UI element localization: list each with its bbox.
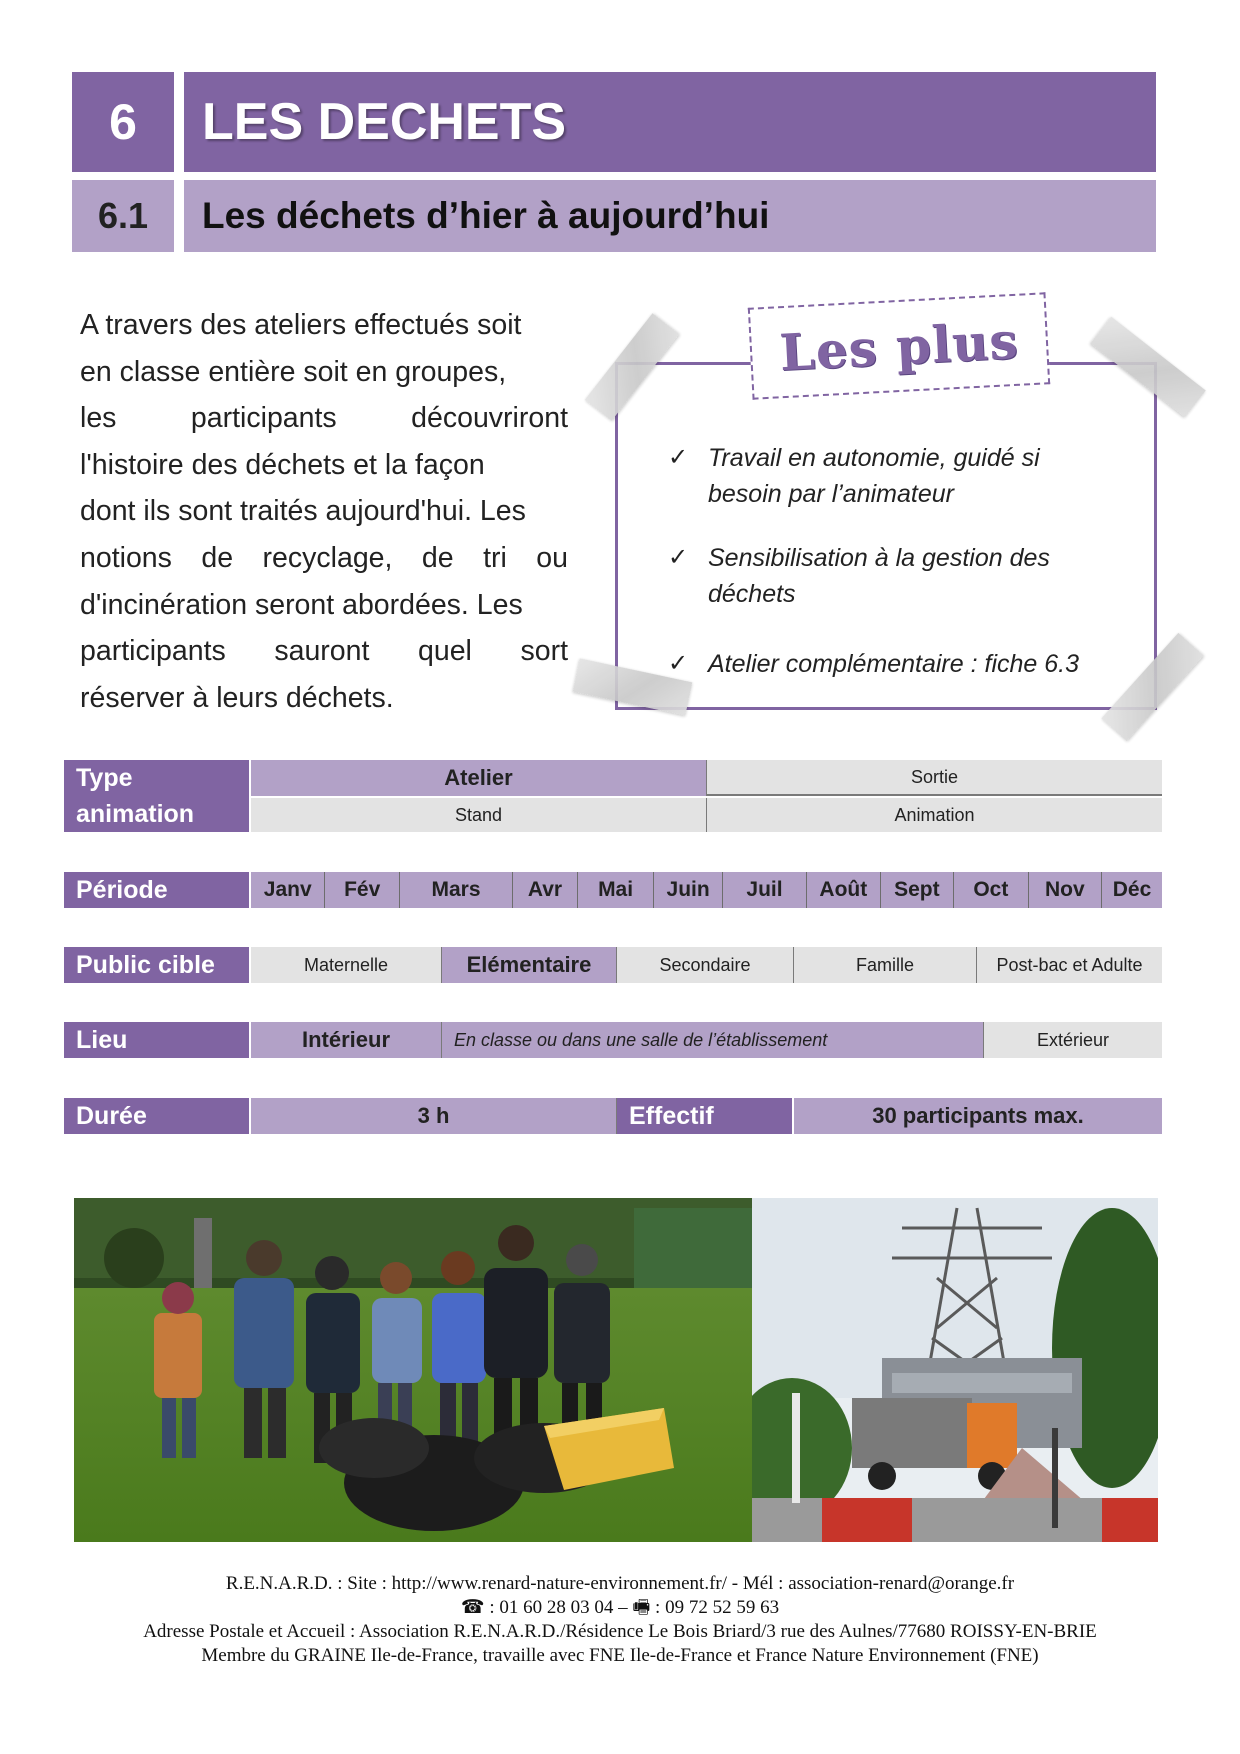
public-option-cell: Secondaire bbox=[617, 947, 794, 983]
periode-label: Période bbox=[64, 872, 251, 908]
month-cell: Janv bbox=[251, 872, 325, 908]
effectif-value: 30 participants max. bbox=[794, 1098, 1162, 1134]
plus-item bbox=[668, 540, 1128, 612]
month-cell: Oct bbox=[954, 872, 1028, 908]
month-cell: Août bbox=[807, 872, 881, 908]
months-row bbox=[251, 872, 1162, 908]
month-cell: Juil bbox=[723, 872, 807, 908]
public-option-cell: Maternelle bbox=[251, 947, 442, 983]
public-option-cell: Post-bac et Adulte bbox=[977, 947, 1162, 983]
plus-item bbox=[668, 440, 1128, 512]
lieu-exterieur-cell: Extérieur bbox=[984, 1022, 1162, 1058]
month-cell: Fév bbox=[325, 872, 399, 908]
type-sortie-cell: Sortie bbox=[707, 760, 1162, 796]
type-animation-cell: Animation bbox=[707, 798, 1162, 832]
month-cell: Mars bbox=[400, 872, 513, 908]
type-label-line: Type bbox=[76, 764, 133, 792]
plus-item-line: Travail en autonomie, guidé si bbox=[708, 444, 1040, 472]
plus-item bbox=[668, 646, 1128, 682]
subsection-title: Les déchets d’hier à aujourd’hui bbox=[184, 180, 1156, 252]
subsection-number: 6.1 bbox=[72, 180, 174, 252]
checkmark-icon: ✓ bbox=[668, 444, 689, 471]
plus-item-line: Atelier complémentaire : fiche 6.3 bbox=[708, 650, 1080, 678]
fax-icon: 🖷 bbox=[632, 1597, 651, 1618]
les-plus-label bbox=[748, 292, 1050, 399]
intro-paragraph bbox=[80, 302, 568, 721]
type-label-line: animation bbox=[76, 800, 195, 828]
effectif-label: Effectif bbox=[617, 1098, 794, 1134]
month-cell: Avr bbox=[513, 872, 578, 908]
type-animation-label bbox=[64, 760, 251, 832]
checkmark-icon: ✓ bbox=[668, 544, 689, 571]
month-cell: Sept bbox=[881, 872, 955, 908]
type-atelier-cell: Atelier bbox=[251, 760, 707, 796]
intro-line: réserver à leurs déchets. bbox=[80, 681, 394, 714]
intro-line: participants sauront quel sort bbox=[80, 635, 568, 668]
month-cell: Mai bbox=[578, 872, 654, 908]
footer-address-line: Adresse Postale et Accueil : Association R.E.N.A.R.D./Résidence Le Bois Briard/3 rue des Aulnes/77680 ROISSY-EN-BRIE bbox=[143, 1621, 1097, 1642]
les-plus-title: Les plus bbox=[778, 310, 1020, 382]
lieu-detail-cell: En classe ou dans une salle de l’établissement bbox=[442, 1022, 984, 1058]
lieu-interieur-cell: Intérieur bbox=[251, 1022, 442, 1058]
footer-phone: : 01 60 28 03 04 – bbox=[484, 1597, 633, 1618]
footer-contact-line: R.E.N.A.R.D. : Site : http://www.renard-nature-environnement.fr/ - Mél : association-renard@orange.fr bbox=[225, 1573, 1015, 1594]
footer-fax: : 09 72 52 59 63 bbox=[650, 1597, 780, 1618]
footer bbox=[40, 1572, 1200, 1668]
intro-line: les participants découvriront bbox=[80, 402, 568, 435]
intro-line: l'histoire des déchets et la façon bbox=[80, 448, 485, 481]
section-number: 6 bbox=[72, 72, 174, 172]
month-cell: Nov bbox=[1029, 872, 1103, 908]
intro-line: notions de recyclage, de tri ou bbox=[80, 541, 568, 574]
les-plus-box bbox=[580, 290, 1200, 740]
footer-membership-line: Membre du GRAINE Ile-de-France, travaille avec FNE Ile-de-France et France Nature Environnement (FNE) bbox=[201, 1645, 1039, 1666]
section-title: LES DECHETS bbox=[184, 72, 1156, 172]
plus-item-line: déchets bbox=[708, 580, 796, 608]
intro-line: d'incinération seront abordées. Les bbox=[80, 588, 523, 621]
children-with-trash-bags-photo bbox=[74, 1198, 752, 1542]
public-option-cell: Famille bbox=[794, 947, 977, 983]
type-stand-cell: Stand bbox=[251, 798, 707, 832]
intro-line: en classe entière soit en groupes, bbox=[80, 355, 507, 388]
public-option-cell: Elémentaire bbox=[442, 947, 617, 983]
plus-item-line: besoin par l’animateur bbox=[708, 480, 954, 508]
intro-line: dont ils sont traités aujourd'hui. Les bbox=[80, 495, 526, 528]
phone-icon: ☎ bbox=[460, 1597, 485, 1618]
intro-line: A travers des ateliers effectués soit bbox=[80, 309, 522, 341]
month-cell: Déc bbox=[1102, 872, 1162, 908]
month-cell: Juin bbox=[654, 872, 723, 908]
public-cible-label: Public cible bbox=[64, 947, 251, 983]
lieu-label: Lieu bbox=[64, 1022, 251, 1058]
checkmark-icon: ✓ bbox=[668, 650, 689, 677]
duree-label: Durée bbox=[64, 1098, 251, 1134]
duree-value: 3 h bbox=[251, 1098, 617, 1134]
plus-item-line: Sensibilisation à la gestion des bbox=[708, 544, 1050, 572]
waste-facility-photo bbox=[752, 1198, 1158, 1542]
footer-phone-line bbox=[40, 1596, 1200, 1620]
